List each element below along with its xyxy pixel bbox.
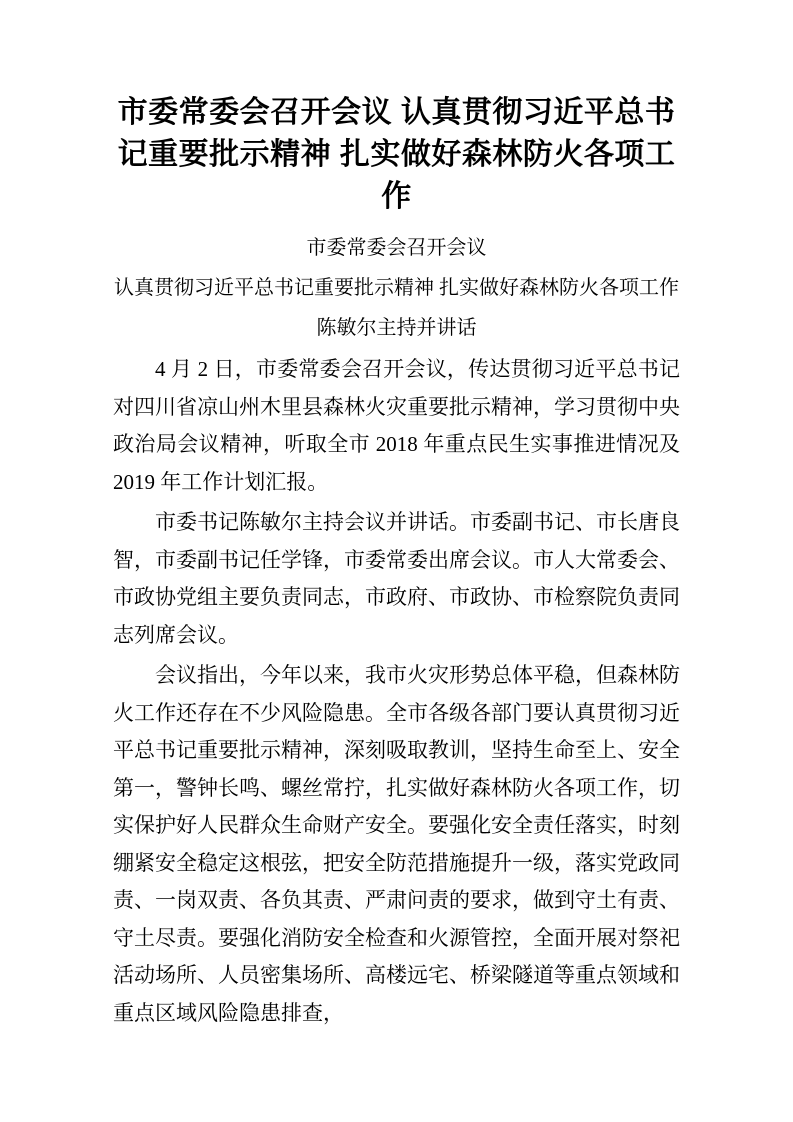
document-body — [113, 351, 680, 1032]
paragraph-1: 4 月 2 日，市委常委会召开会议，传达贯彻习近平总书记对四川省凉山州木里县森林火灾重要批示精神，学习贯彻中央政治局会议精神，听取全市 2018 年重点民生实事推进情况及 2019 年工作计划汇报。 — [113, 357, 680, 494]
paragraph-3: 会议指出，今年以来，我市火灾形势总体平稳，但森林防火工作还存在不少风险隐患。全市各级各部门要认真贯彻习近平总书记重要批示精神，深刻吸取教训，坚持生命至上、安全第一，警钟长鸣、螺丝常拧，扎实做好森林防火各项工作，切实保护好人民群众生命财产安全。要强化安全责任落实，时刻绷紧安全稳定这根弦，把安全防范措施提升一级，落实党政同责、一岗双责、各负其责、严肃问责的要求，做到守土有责、守土尽责。要强化消防安全检查和火源管控，全面开展对祭祀活动场所、人员密集场所、高楼远宅、桥梁隧道等重点领域和重点区域风险隐患排查， — [113, 663, 680, 1025]
subtitle-line-2: 认真贯彻习近平总书记重要批示精神 扎实做好森林防火各项工作 — [114, 277, 679, 299]
subtitle-line-3: 陈敏尔主持并讲话 — [316, 317, 477, 339]
paragraph-2: 市委书记陈敏尔主持会议并讲话。市委副书记、市长唐良智，市委副书记任学锋，市委常委出席会议。市人大常委会、市政协党组主要负责同志，市政府、市政协、市检察院负责同志列席会议。 — [113, 510, 680, 647]
document-title: 市委常委会召开会议 认真贯彻习近平总书记重要批示精神 扎实做好森林防火各项工作 — [117, 96, 676, 213]
subtitle-line-1: 市委常委会召开会议 — [306, 237, 487, 259]
